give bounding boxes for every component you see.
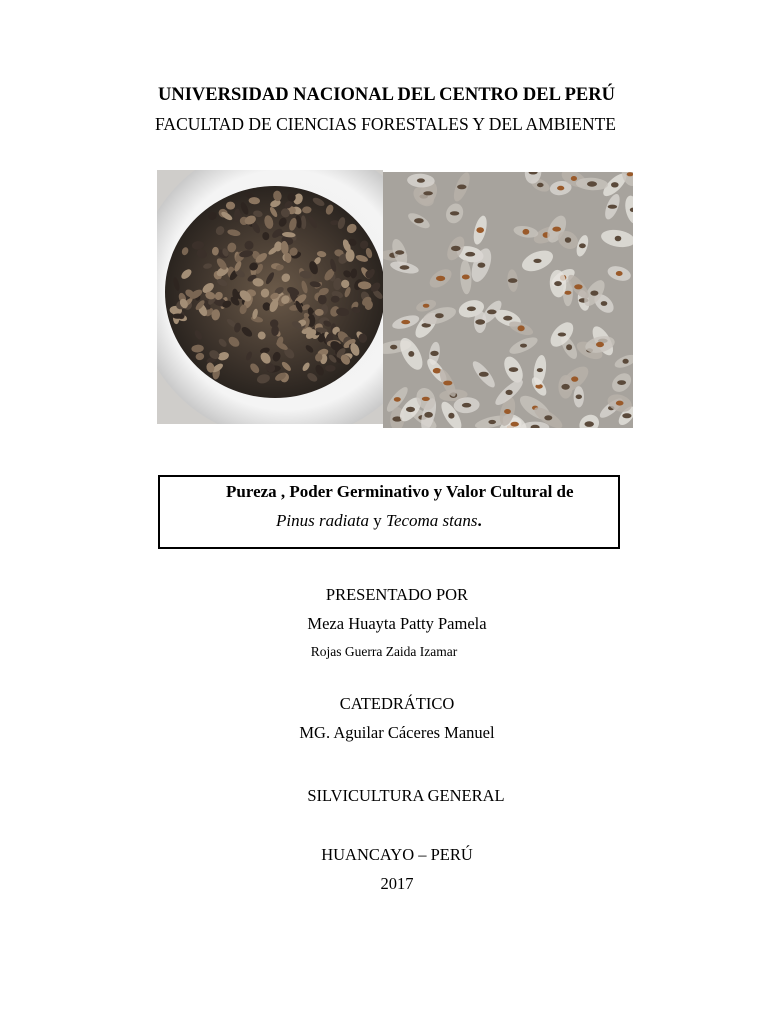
seed-core	[576, 395, 582, 400]
seed-core	[617, 380, 626, 385]
seed-core	[518, 325, 525, 331]
seed-core	[590, 291, 598, 296]
seed-core	[504, 409, 511, 414]
seed-core	[520, 344, 527, 348]
seed-core	[462, 275, 470, 280]
place: HUANCAYO – PERÚ	[321, 845, 473, 864]
seed-core	[465, 252, 475, 257]
title-line-1: Pureza , Poder Germinativo y Valor Cultural de	[226, 482, 574, 501]
presented-label: PRESENTADO POR	[325, 585, 469, 604]
title-box	[158, 475, 620, 549]
seed-core	[537, 183, 544, 187]
cover-photos	[157, 170, 633, 428]
seed-core	[467, 307, 476, 312]
seed-core	[523, 229, 530, 235]
seed-core	[488, 420, 496, 424]
seed-core	[623, 359, 629, 364]
teacher-name: MG. Aguilar Cáceres Manuel	[299, 723, 495, 742]
seed-core	[487, 310, 497, 315]
seed-core	[424, 412, 433, 418]
seed-core	[616, 401, 624, 406]
author-2: Rojas Guerra Zaida Izamar	[310, 644, 458, 659]
seed-core	[451, 246, 461, 251]
seed-core	[552, 227, 561, 232]
seed-core	[601, 301, 608, 306]
seed-core	[615, 236, 622, 242]
seed-core	[503, 316, 512, 321]
title-period: .	[477, 511, 482, 530]
seed-core	[561, 384, 569, 390]
seed-core	[554, 281, 562, 286]
seed-core	[558, 333, 566, 337]
course-name: SILVICULTURA GENERAL	[307, 786, 505, 805]
seed-core	[457, 185, 466, 190]
seed-core	[478, 263, 486, 268]
species-connector: y	[373, 511, 382, 530]
faculty-name: FACULTAD DE CIENCIAS FORESTALES Y DEL AMBIENTE	[155, 114, 616, 134]
species-pinus: Pinus radiata	[276, 511, 370, 530]
seed-core	[450, 211, 459, 215]
species-tecoma: Tecoma stans	[386, 511, 478, 530]
seed-core	[395, 250, 404, 254]
seed-core	[430, 351, 438, 356]
year: 2017	[380, 874, 414, 893]
seed-core	[417, 178, 425, 182]
seed-core	[571, 376, 578, 381]
teacher-label: CATEDRÁTICO	[339, 694, 455, 713]
seed-core	[616, 271, 623, 276]
seed-core	[422, 397, 430, 401]
seed-core	[557, 186, 564, 191]
seed-core	[565, 237, 571, 243]
seed-core	[596, 342, 604, 347]
seed-core	[627, 172, 633, 176]
seed-core	[448, 413, 454, 419]
seed-core	[537, 368, 543, 372]
seed-core	[462, 403, 471, 408]
seed-core	[476, 227, 484, 233]
seed-core	[390, 345, 397, 350]
university-name: UNIVERSIDAD NACIONAL DEL CENTRO DEL PERÚ	[158, 85, 615, 105]
seed-core	[564, 291, 571, 295]
seed-core	[443, 381, 452, 386]
seed-core	[585, 421, 594, 427]
seeds-in-bowl-photo	[157, 170, 383, 424]
seed-core	[394, 397, 401, 402]
seed-core	[479, 372, 489, 377]
author-1: Meza Huayta Patty Pamela	[307, 614, 487, 633]
seed-core	[435, 313, 444, 318]
seed-core	[608, 205, 617, 209]
seed-core	[622, 413, 631, 418]
seed-core	[475, 319, 485, 324]
seed-core	[579, 243, 586, 248]
seed-core	[566, 344, 572, 350]
seed-core	[509, 367, 518, 372]
seed-core	[508, 278, 517, 283]
seed-core	[506, 390, 513, 395]
seed	[172, 314, 184, 319]
seed-core	[436, 276, 445, 281]
seed-core	[611, 182, 619, 187]
seed-core	[574, 284, 582, 289]
seed-core	[587, 181, 597, 186]
seed-core	[423, 191, 433, 195]
winged-seeds-photo	[383, 172, 633, 428]
seed-core	[401, 320, 410, 324]
seed-core	[544, 415, 552, 420]
seed-core	[406, 407, 415, 412]
seed-core	[408, 351, 414, 357]
seed-core	[511, 422, 519, 427]
seed-core	[414, 218, 424, 223]
title-line-2	[276, 511, 482, 531]
seed-core	[571, 176, 577, 181]
seed-core	[423, 304, 430, 308]
seed-core	[400, 265, 410, 269]
seed-core	[533, 259, 541, 263]
